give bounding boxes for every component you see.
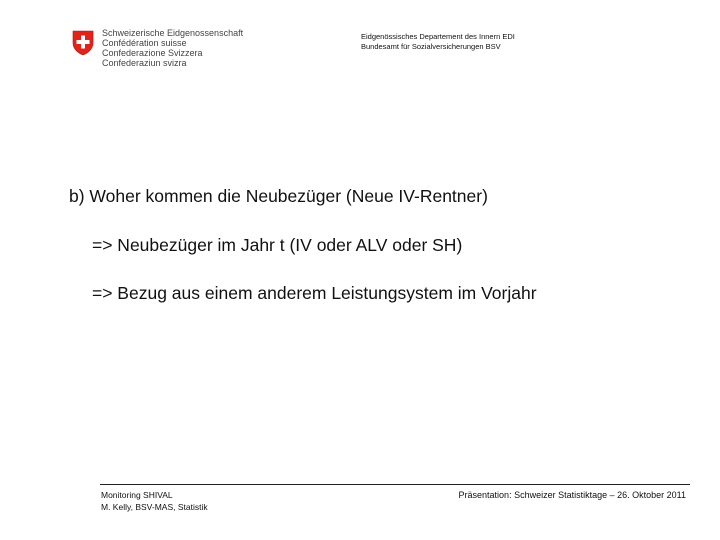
confederation-name-rm: Confederaziun svizra	[102, 58, 187, 68]
department-name: Eidgenössisches Departement des Innern EDI	[361, 32, 515, 41]
swiss-cross-shield-icon	[72, 30, 94, 56]
department-block	[361, 32, 515, 52]
confederation-names	[102, 28, 243, 68]
slide-content	[69, 184, 689, 303]
footer-left	[101, 489, 208, 513]
bullet-item-2: => Bezug aus einem anderem Leistungsystem im Vorjahr	[92, 283, 537, 303]
confederation-name-de: Schweizerische Eidgenossenschaft	[102, 28, 244, 38]
bullet-item-1: => Neubezüger im Jahr t (IV oder ALV oder SH)	[92, 235, 463, 255]
confederation-name-fr: Confédération suisse	[102, 38, 187, 48]
header-logo-area	[72, 28, 272, 76]
footer-divider	[100, 484, 690, 485]
confederation-name-it: Confederazione Svizzera	[102, 48, 203, 58]
footer-project: Monitoring SHIVAL	[101, 490, 173, 500]
footer-presentation-info: Präsentation: Schweizer Statistiktage – 26. Oktober 2011	[458, 490, 686, 500]
footer-author: M. Kelly, BSV-MAS, Statistik	[101, 502, 208, 512]
slide-heading: b) Woher kommen die Neubezüger (Neue IV-Rentner)	[69, 186, 488, 206]
office-name: Bundesamt für Sozialversicherungen BSV	[361, 42, 501, 51]
